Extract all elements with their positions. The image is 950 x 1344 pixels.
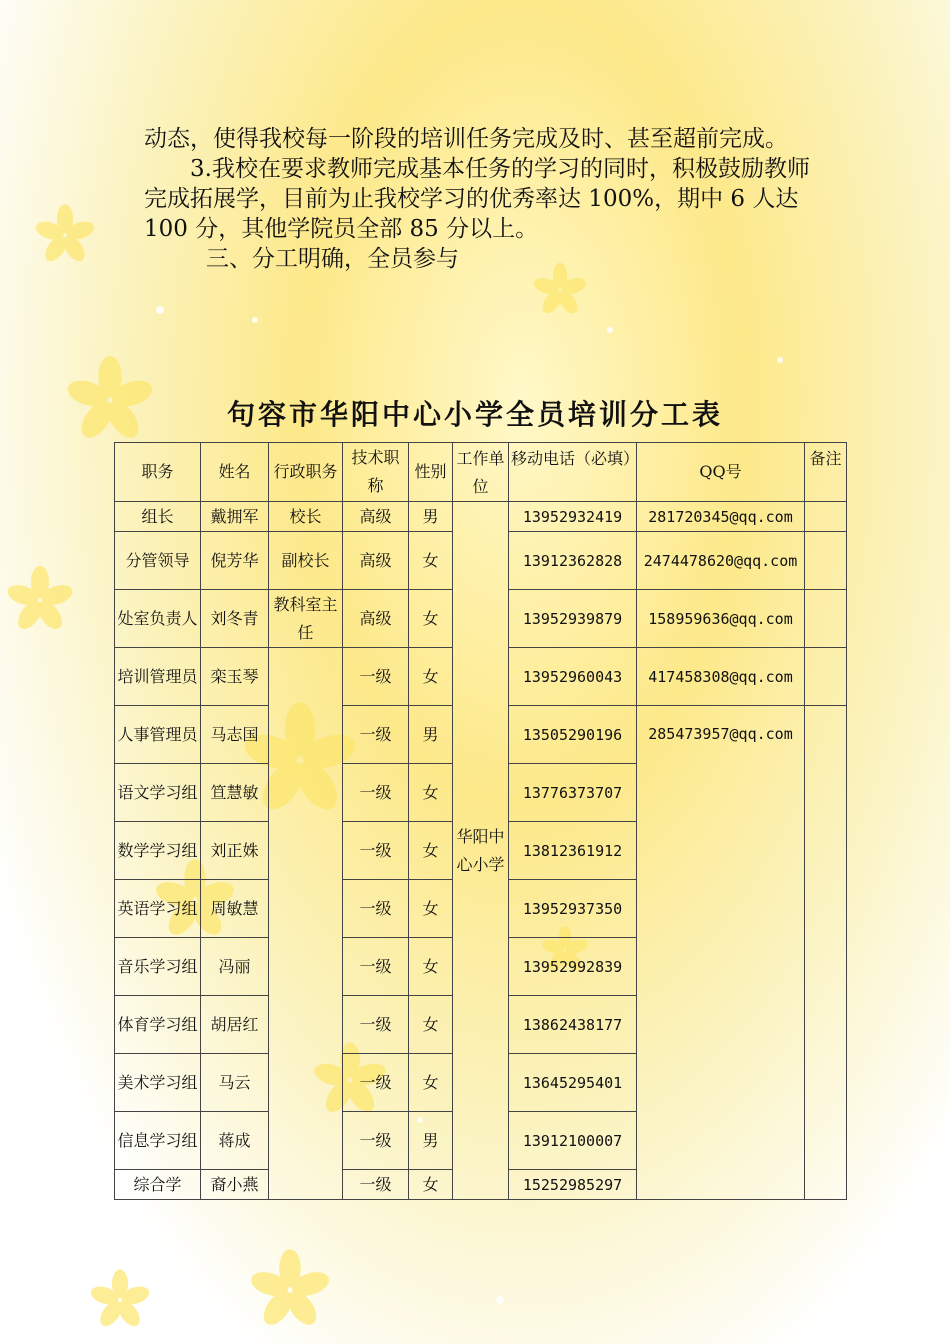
tech-cell: 一级 — [343, 822, 409, 880]
role-cell: 语文学习组 — [115, 764, 201, 822]
admin-cell — [269, 648, 343, 1200]
tech-cell: 一级 — [343, 880, 409, 938]
tech-cell: 一级 — [343, 1170, 409, 1200]
header-cell: 移动电话（必填） — [509, 443, 637, 502]
gender-cell: 女 — [409, 880, 453, 938]
name-cell: 胡居红 — [201, 996, 269, 1054]
note-cell — [805, 590, 847, 648]
qq-cell: 417458308@qq.com — [637, 648, 805, 706]
role-cell: 体育学习组 — [115, 996, 201, 1054]
name-cell: 戴拥军 — [201, 502, 269, 532]
role-cell: 数学学习组 — [115, 822, 201, 880]
gender-cell: 男 — [409, 706, 453, 764]
name-cell: 周敏慧 — [201, 880, 269, 938]
role-cell: 培训管理员 — [115, 648, 201, 706]
admin-cell: 副校长 — [269, 532, 343, 590]
header-cell: 职务 — [115, 443, 201, 502]
tech-cell: 高级 — [343, 502, 409, 532]
role-cell: 美术学习组 — [115, 1054, 201, 1112]
gender-cell: 女 — [409, 764, 453, 822]
qq-cell: 2474478620@qq.com — [637, 532, 805, 590]
gender-cell: 女 — [409, 1054, 453, 1112]
gender-cell: 男 — [409, 502, 453, 532]
gender-cell: 女 — [409, 590, 453, 648]
name-cell: 倪芳华 — [201, 532, 269, 590]
role-cell: 处室负责人 — [115, 590, 201, 648]
tech-cell: 一级 — [343, 1054, 409, 1112]
name-cell: 冯丽 — [201, 938, 269, 996]
name-cell: 刘正姝 — [201, 822, 269, 880]
name-cell: 刘冬青 — [201, 590, 269, 648]
role-cell: 综合学 — [115, 1170, 201, 1200]
phone-cell: 13645295401 — [509, 1054, 637, 1112]
gender-cell: 女 — [409, 996, 453, 1054]
note-cell — [805, 706, 847, 1200]
training-roster-table — [114, 442, 847, 1200]
header-cell: 性别 — [409, 443, 453, 502]
header-cell: 备注 — [805, 443, 847, 502]
role-cell: 音乐学习组 — [115, 938, 201, 996]
note-cell — [805, 648, 847, 706]
phone-cell: 13952937350 — [509, 880, 637, 938]
tech-cell: 一级 — [343, 706, 409, 764]
tech-cell: 一级 — [343, 938, 409, 996]
admin-cell: 校长 — [269, 502, 343, 532]
name-cell: 裔小燕 — [201, 1170, 269, 1200]
qq-cell: 158959636@qq.com — [637, 590, 805, 648]
phone-cell: 13862438177 — [509, 996, 637, 1054]
phone-cell: 15252985297 — [509, 1170, 637, 1200]
tech-cell: 高级 — [343, 590, 409, 648]
table-row — [115, 502, 847, 532]
header-cell: 行政职务 — [269, 443, 343, 502]
phone-cell: 13912362828 — [509, 532, 637, 590]
body-text — [144, 124, 824, 274]
phone-cell: 13952960043 — [509, 648, 637, 706]
header-cell: 技术职称 — [343, 443, 409, 502]
role-cell: 英语学习组 — [115, 880, 201, 938]
gender-cell: 女 — [409, 1170, 453, 1200]
role-cell: 信息学习组 — [115, 1112, 201, 1170]
name-cell: 马云 — [201, 1054, 269, 1112]
name-cell: 栾玉琴 — [201, 648, 269, 706]
role-cell: 人事管理员 — [115, 706, 201, 764]
role-cell: 组长 — [115, 502, 201, 532]
header-row — [115, 443, 847, 502]
admin-cell: 教科室主任 — [269, 590, 343, 648]
name-cell: 马志国 — [201, 706, 269, 764]
header-cell: 工作单位 — [453, 443, 509, 502]
header-cell: QQ号 — [637, 443, 805, 502]
phone-cell: 13776373707 — [509, 764, 637, 822]
tech-cell: 一级 — [343, 996, 409, 1054]
tech-cell: 一级 — [343, 1112, 409, 1170]
note-cell — [805, 532, 847, 590]
phone-cell: 13812361912 — [509, 822, 637, 880]
gender-cell: 男 — [409, 1112, 453, 1170]
qq-cell: 281720345@qq.com — [637, 502, 805, 532]
phone-cell: 13505290196 — [509, 706, 637, 764]
gender-cell: 女 — [409, 532, 453, 590]
gender-cell: 女 — [409, 822, 453, 880]
unit-cell: 华阳中心小学 — [453, 502, 509, 1200]
phone-cell: 13952932419 — [509, 502, 637, 532]
qq-cell: 285473957@qq.com — [637, 706, 805, 1200]
paragraph: 动态，使得我校每一阶段的培训任务完成及时、甚至超前完成。 — [144, 126, 788, 152]
tech-cell: 一级 — [343, 648, 409, 706]
tech-cell: 一级 — [343, 764, 409, 822]
header-cell: 姓名 — [201, 443, 269, 502]
phone-cell: 13952992839 — [509, 938, 637, 996]
gender-cell: 女 — [409, 938, 453, 996]
phone-cell: 13952939879 — [509, 590, 637, 648]
tech-cell: 高级 — [343, 532, 409, 590]
gender-cell: 女 — [409, 648, 453, 706]
paragraph: 3.我校在要求教师完成基本任务的学习的同时，积极鼓励教师完成拓展学，目前为止我校学习的优秀率达 100%，期中 6 人达 100 分，其他学院员全部 85 分以上。 — [144, 156, 810, 242]
phone-cell: 13912100007 — [509, 1112, 637, 1170]
role-cell: 分管领导 — [115, 532, 201, 590]
note-cell — [805, 502, 847, 532]
name-cell: 蒋成 — [201, 1112, 269, 1170]
section-heading: 三、分工明确，全员参与 — [206, 246, 459, 272]
name-cell: 笪慧敏 — [201, 764, 269, 822]
table-title: 句容市华阳中心小学全员培训分工表 — [226, 398, 723, 431]
